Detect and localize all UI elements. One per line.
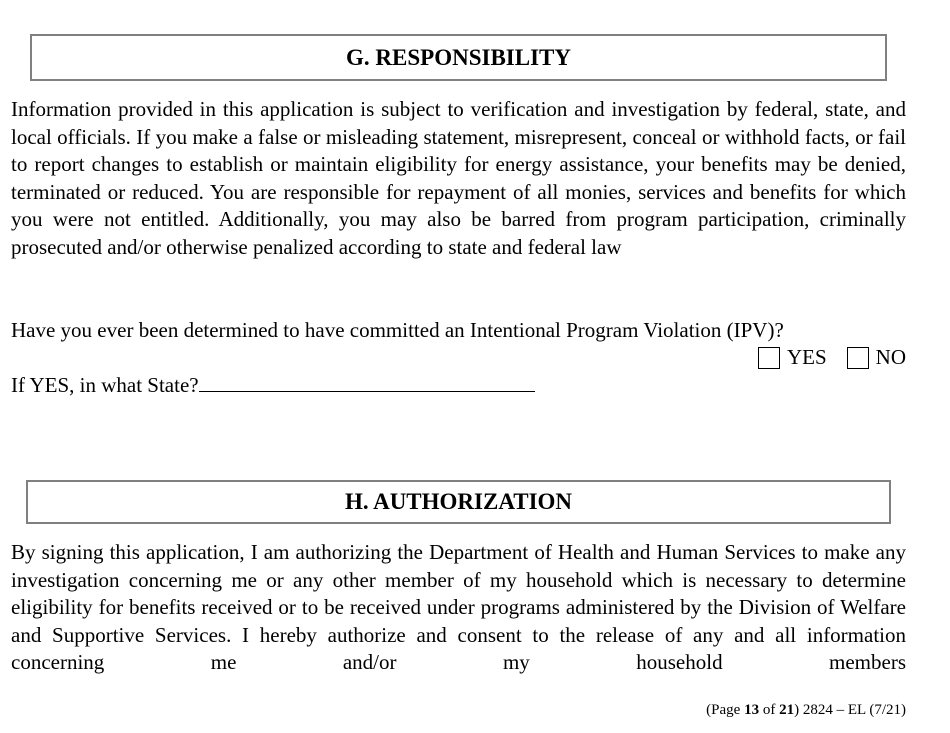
section-h-header xyxy=(26,480,891,524)
section-g-title: G. RESPONSIBILITY xyxy=(346,44,571,70)
page-footer xyxy=(706,702,906,719)
ipv-state-input[interactable] xyxy=(199,372,535,392)
ipv-no-option[interactable] xyxy=(847,344,906,371)
responsibility-paragraph: Information provided in this application is subject to verification and investigation by federal, state, and local officials. If you make a false or misleading statement, misrepresent, conceal or withhold facts, or fail to report changes to establish or maintain eligibility for energy assistance, your benefits may be denied, terminated or reduced. You are responsible for repayment of all monies, services and benefits for which you were not entitled. Additionally, you may also be barred from program participation, criminally prosecuted and/or otherwise penalized according to state and federal law xyxy=(11,97,906,259)
ipv-no-label: NO xyxy=(875,345,906,369)
ipv-state-question: If YES, in what State? xyxy=(11,373,199,397)
footer-page-prefix: (Page xyxy=(706,702,745,718)
ipv-answer-options xyxy=(758,344,906,371)
ipv-yes-option[interactable] xyxy=(758,344,827,371)
ipv-yes-checkbox[interactable] xyxy=(758,347,780,369)
footer-form-id: ) 2824 – EL (7/21) xyxy=(794,702,906,718)
footer-page-total: 21 xyxy=(779,702,795,718)
ipv-state-row xyxy=(11,372,535,399)
section-h-title: H. AUTHORIZATION xyxy=(344,489,573,514)
authorization-paragraph: By signing this application, I am authorizing the Department of Health and Human Services to make any investigation concerning me or any other member of my household which is necessary to determine eligibility for benefits received or to be received under programs administered by the Division of Welfare and Supportive Services. I hereby authorize and consent to the release of any and all information concerning me and/or my household members xyxy=(11,540,906,674)
section-g-header xyxy=(30,34,887,81)
ipv-yes-label: YES xyxy=(786,345,827,369)
ipv-no-checkbox[interactable] xyxy=(847,347,869,369)
ipv-question: Have you ever been determined to have committed an Intentional Program Violation (IPV)? xyxy=(11,318,784,342)
footer-page-number: 13 xyxy=(744,702,760,718)
footer-of-text: of xyxy=(759,702,780,718)
